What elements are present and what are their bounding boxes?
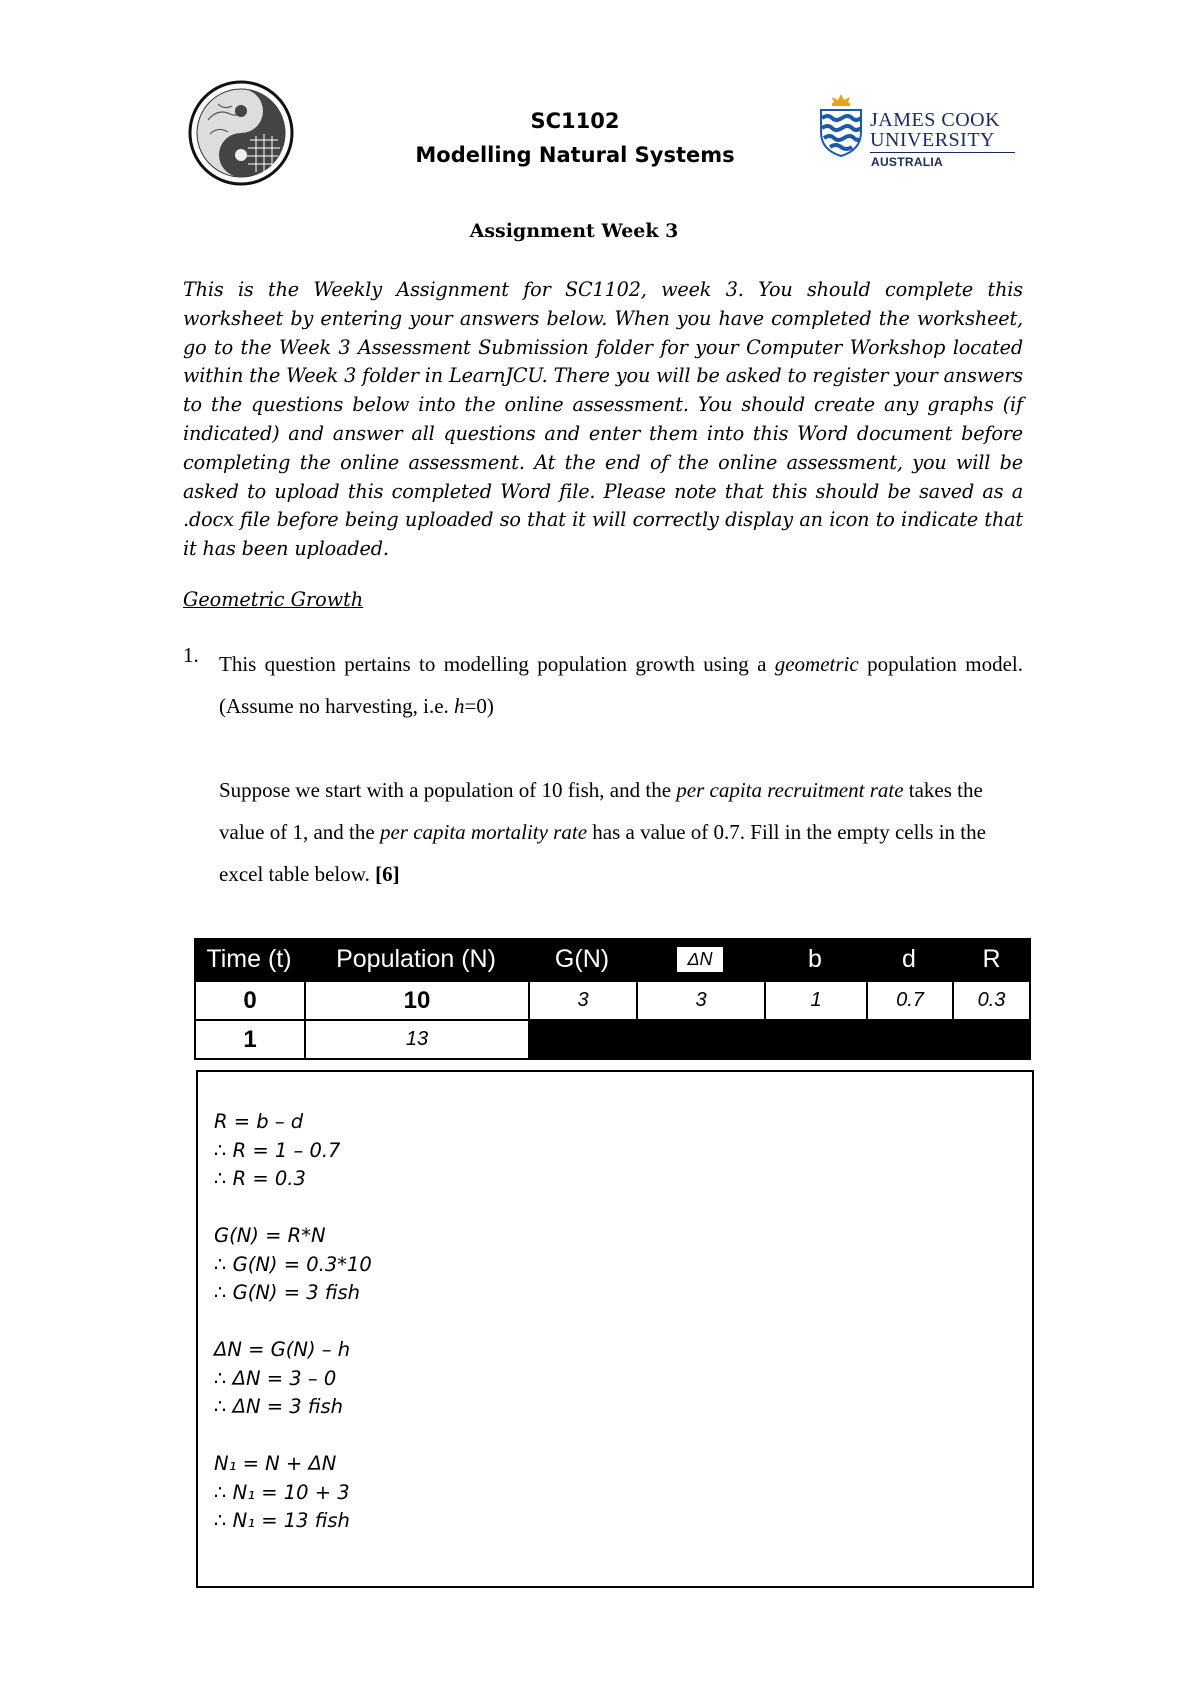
q-text: population model. (Assume no harvesting, i.e. <box>219 652 1023 718</box>
working-line: G(N) = R*N <box>214 1224 326 1247</box>
course-name: Modelling Natural Systems <box>415 143 735 167</box>
working-line: ∴ G(N) = 3 fish <box>214 1281 360 1304</box>
course-header <box>380 104 770 172</box>
q-text: =0) <box>464 694 494 718</box>
question-number: 1. <box>183 643 199 667</box>
table-cell: 3 <box>528 980 638 1021</box>
q-variable-h: h <box>454 694 465 718</box>
table-cell: 3 <box>636 980 766 1021</box>
question-marks: [6] <box>375 862 400 886</box>
question-paragraph-1 <box>219 643 1023 727</box>
table-blacked-out-cells <box>528 1019 1031 1060</box>
q-emphasis: per capita mortality rate <box>379 820 588 844</box>
working-line: ∴ ΔN = 3 – 0 <box>214 1366 337 1390</box>
q-text: Suppose we start with a population of 10 fish, and the <box>219 778 677 802</box>
working-lines <box>214 1108 372 1536</box>
question-paragraph-2 <box>219 769 1023 895</box>
working-line: R = b – d <box>214 1110 304 1133</box>
working-line: ∴ N₁ = 13 fish <box>214 1509 350 1532</box>
data-table <box>194 938 1031 1061</box>
table-header: d <box>866 938 952 980</box>
table-header: G(N) <box>528 938 636 980</box>
working-line: ∴ N₁ = 10 + 3 <box>214 1480 350 1504</box>
working-line: ΔN = G(N) – h <box>214 1338 351 1361</box>
q-text: This question pertains to modelling population growth using a <box>219 652 775 676</box>
table-cell: 0.3 <box>952 980 1031 1021</box>
working-line <box>214 1194 372 1223</box>
table-cell: 1 <box>764 980 868 1021</box>
working-answer-box <box>196 1070 1034 1588</box>
intro-paragraph: This is the Weekly Assignment for SC1102, week 3. You should complete this worksheet by entering your answers below. When you have completed the worksheet, go to the Week 3 Assessment Submission folder for your Computer Workshop located within the Week 3 folder in LearnJCU. There you will be asked to register your answers to the questions below into the online assessment. You should create any graphs (if indicated) and answer all questions and enter them into this Word document before completing the online assessment. At the end of the online assessment, you will be asked to upload this completed Word file. Please note that this should be saved as a .docx file before being uploaded so that it will correctly display an icon to indicate that it has been uploaded. <box>183 278 1023 561</box>
working-line <box>214 1308 372 1337</box>
yin-yang-seal-logo <box>188 80 294 186</box>
jcu-logo <box>818 92 1008 172</box>
table-header: ΔN <box>676 946 724 973</box>
table-cell: 0 <box>194 980 306 1021</box>
table-header: Time (t) <box>194 938 304 980</box>
course-code: SC1102 <box>530 109 620 133</box>
working-line: N₁ = N + ΔN <box>214 1452 337 1475</box>
table-cell: 10 <box>304 980 530 1021</box>
jcu-divider <box>870 152 1015 153</box>
jcu-name-line1: JAMES COOK <box>870 109 1001 131</box>
q-text: takes the value of 1, and the <box>219 778 983 844</box>
table-cell: 1 <box>194 1019 306 1060</box>
section-heading: Geometric Growth <box>183 588 364 611</box>
working-line: ∴ G(N) = 0.3*10 <box>214 1252 372 1276</box>
assignment-title: Assignment Week 3 <box>469 220 679 242</box>
table-cell: 0.7 <box>866 980 954 1021</box>
jcu-crest-logo <box>818 92 864 158</box>
table-header: Population (N) <box>304 938 528 980</box>
question-body <box>219 643 1023 895</box>
working-line: ∴ R = 1 – 0.7 <box>214 1138 341 1162</box>
table-header: R <box>952 938 1031 980</box>
table-header: b <box>764 938 866 980</box>
q-emphasis: per capita recruitment rate <box>676 778 904 802</box>
q-emphasis: geometric <box>774 652 859 676</box>
working-line <box>214 1422 372 1451</box>
jcu-country: AUSTRALIA <box>871 155 944 169</box>
q-text: has a value of 0.7. Fill in the empty cells in the excel table below. <box>219 820 986 886</box>
working-line: ∴ R = 0.3 <box>214 1167 306 1190</box>
working-line: ∴ ΔN = 3 fish <box>214 1395 343 1418</box>
table-cell: 13 <box>304 1019 530 1060</box>
table-header-delta-n <box>636 938 764 980</box>
jcu-name-line2: UNIVERSITY <box>870 129 995 151</box>
